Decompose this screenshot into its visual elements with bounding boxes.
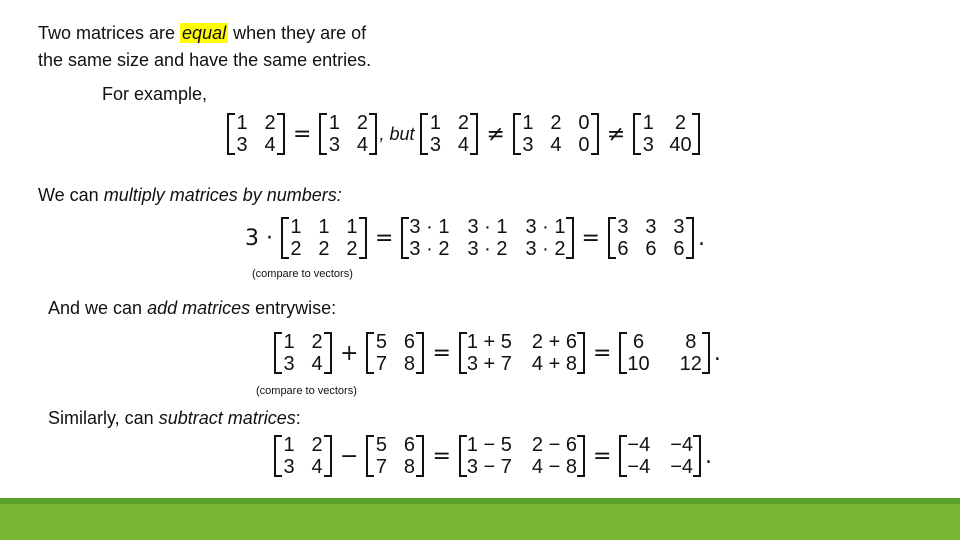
intro-text-b: when they are of (228, 23, 367, 43)
matrix-result (619, 434, 701, 478)
matrix-b (319, 112, 377, 156)
matrix-cell: 2 (311, 434, 323, 456)
matrix-cell: 1 (522, 112, 534, 134)
matrix-cell: 3 + 7 (466, 353, 512, 375)
matrix-cell: 3 (645, 216, 657, 238)
scalar-multiplication-example (245, 216, 711, 260)
matrix-result (619, 331, 710, 375)
matrix-cell: 10 (627, 353, 650, 375)
subtract-text-a: Similarly, can (48, 408, 159, 428)
equals-sign: = (592, 340, 612, 366)
matrix-cell: 3 − 7 (466, 456, 512, 478)
matrix-cell: 4 (457, 134, 470, 156)
matrix-cell: 6 (403, 331, 415, 353)
compare-note-1: (compare to vectors) (252, 268, 353, 280)
intro-text-a: Two matrices are (38, 23, 181, 43)
subtract-heading (48, 405, 301, 431)
matrix-diff-expr (459, 434, 585, 478)
matrix-cell: 3 · 2 (467, 238, 508, 260)
matrix-cell: 2 + 6 (531, 331, 577, 353)
matrix-cell: 0 (578, 134, 590, 156)
subtract-text-em: subtract matrices (158, 408, 296, 428)
subtract-text-b: : (295, 408, 301, 428)
matrix-cell: 3 (673, 216, 685, 238)
matrix-d (513, 112, 599, 156)
matrix-cell: 4 + 8 (531, 353, 577, 375)
for-example-label: For example, (102, 84, 208, 104)
addition-example (272, 331, 727, 375)
matrix-b (366, 331, 424, 375)
matrix-cell: 1 − 5 (466, 434, 512, 456)
matrix-cell: 4 (311, 456, 323, 478)
matrix-cell: 1 (346, 216, 358, 238)
matrix-cell: 4 − 8 (531, 456, 577, 478)
matrix-cell: 4 (550, 134, 562, 156)
matrix-cell: 12 (679, 353, 702, 375)
but-word: , but (379, 123, 415, 144)
matrix-cell: 40 (669, 134, 692, 156)
add-heading (48, 295, 336, 321)
matrix-cell: −4 (670, 434, 694, 456)
matrix-b (401, 216, 573, 260)
not-equal-sign: ≠ (606, 121, 626, 147)
equal-highlight (180, 23, 228, 43)
matrix-cell: 1 (429, 112, 442, 134)
matrix-b (366, 434, 424, 478)
matrix-cell: 1 (283, 331, 295, 353)
matrix-a (227, 112, 285, 156)
equals-sign: = (581, 225, 600, 251)
matrix-c (608, 216, 694, 260)
matrix-cell: −4 (627, 434, 651, 456)
matrix-cell: 1 (236, 112, 248, 134)
matrix-sum-expr (459, 331, 585, 375)
equals-sign: = (293, 121, 312, 147)
matrix-cell: 2 (311, 331, 323, 353)
matrix-cell: 1 (318, 216, 330, 238)
multiply-text-em: multiply matrices by numbers: (103, 185, 342, 205)
matrix-cell: 3 (236, 134, 248, 156)
equals-sign: = (592, 443, 612, 469)
matrix-cell: 6 (632, 331, 645, 353)
matrix-cell: −4 (627, 456, 651, 478)
matrix-cell: 3 (328, 134, 340, 156)
matrix-cell: 7 (375, 456, 387, 478)
matrix-cell: 4 (311, 353, 323, 375)
equals-sign: = (432, 340, 451, 366)
period: . (713, 340, 721, 366)
matrix-cell: 2 (318, 238, 330, 260)
matrix-cell: 2 (550, 112, 562, 134)
equals-sign: = (374, 225, 394, 251)
matrix-cell: −4 (670, 456, 694, 478)
matrix-cell: 3 (429, 134, 442, 156)
equality-example (225, 112, 702, 156)
multiply-text-a: We can (38, 185, 104, 205)
matrix-cell: 3 (617, 216, 629, 238)
period: . (705, 443, 713, 469)
plus-sign: + (340, 340, 359, 366)
matrix-cell: 8 (403, 456, 415, 478)
matrix-cell: 7 (375, 353, 387, 375)
matrix-cell: 2 − 6 (531, 434, 577, 456)
matrix-cell: 1 (642, 112, 654, 134)
matrix-cell: 3 · 2 (525, 238, 566, 260)
add-text-a: And we can (48, 298, 148, 318)
scalar-factor: 3 · (245, 225, 273, 251)
matrix-cell: 2 (346, 238, 358, 260)
matrix-cell: 2 (356, 112, 368, 134)
matrix-cell: 1 + 5 (466, 331, 512, 353)
matrix-cell: 1 (328, 112, 340, 134)
matrix-cell: 3 (283, 456, 295, 478)
intro-line-1 (38, 20, 366, 46)
matrix-cell: 1 (290, 216, 302, 238)
matrix-cell: 3 · 1 (467, 216, 508, 238)
matrix-c (420, 112, 478, 156)
matrix-cell: 5 (375, 434, 387, 456)
matrix-cell: 6 (403, 434, 415, 456)
not-equal-sign: ≠ (486, 121, 505, 147)
footer-bar (0, 504, 960, 540)
multiply-heading (38, 182, 342, 208)
intro-line-2: the same size and have the same entries. (38, 50, 372, 70)
matrix-cell: 8 (685, 331, 697, 353)
matrix-cell: 3 (522, 134, 534, 156)
matrix-cell: 3 · 1 (525, 216, 566, 238)
matrix-cell: 4 (264, 134, 276, 156)
minus-sign: − (340, 443, 359, 469)
matrix-cell: 1 (283, 434, 295, 456)
matrix-cell: 6 (645, 238, 657, 260)
matrix-cell: 3 · 2 (409, 238, 450, 260)
add-text-em: add matrices (147, 298, 251, 318)
matrix-cell: 0 (578, 112, 590, 134)
period: . (697, 225, 705, 251)
matrix-cell: 8 (403, 353, 415, 375)
matrix-cell: 3 · 1 (409, 216, 450, 238)
matrix-cell: 3 (642, 134, 654, 156)
add-text-b: entrywise: (250, 298, 337, 318)
equal-word: equal (182, 23, 227, 43)
matrix-a (281, 216, 367, 260)
subtraction-example (272, 434, 718, 478)
matrix-cell: 3 (283, 353, 295, 375)
matrix-cell: 4 (356, 134, 368, 156)
matrix-cell: 6 (617, 238, 629, 260)
matrix-cell: 2 (264, 112, 276, 134)
matrix-cell: 5 (375, 331, 387, 353)
equals-sign: = (432, 443, 451, 469)
matrix-cell: 6 (673, 238, 685, 260)
matrix-cell: 2 (674, 112, 687, 134)
matrix-e (633, 112, 699, 156)
matrix-cell: 2 (457, 112, 470, 134)
compare-note-2: (compare to vectors) (256, 385, 357, 397)
matrix-cell: 2 (290, 238, 302, 260)
matrix-a (274, 434, 332, 478)
matrix-a (274, 331, 332, 375)
